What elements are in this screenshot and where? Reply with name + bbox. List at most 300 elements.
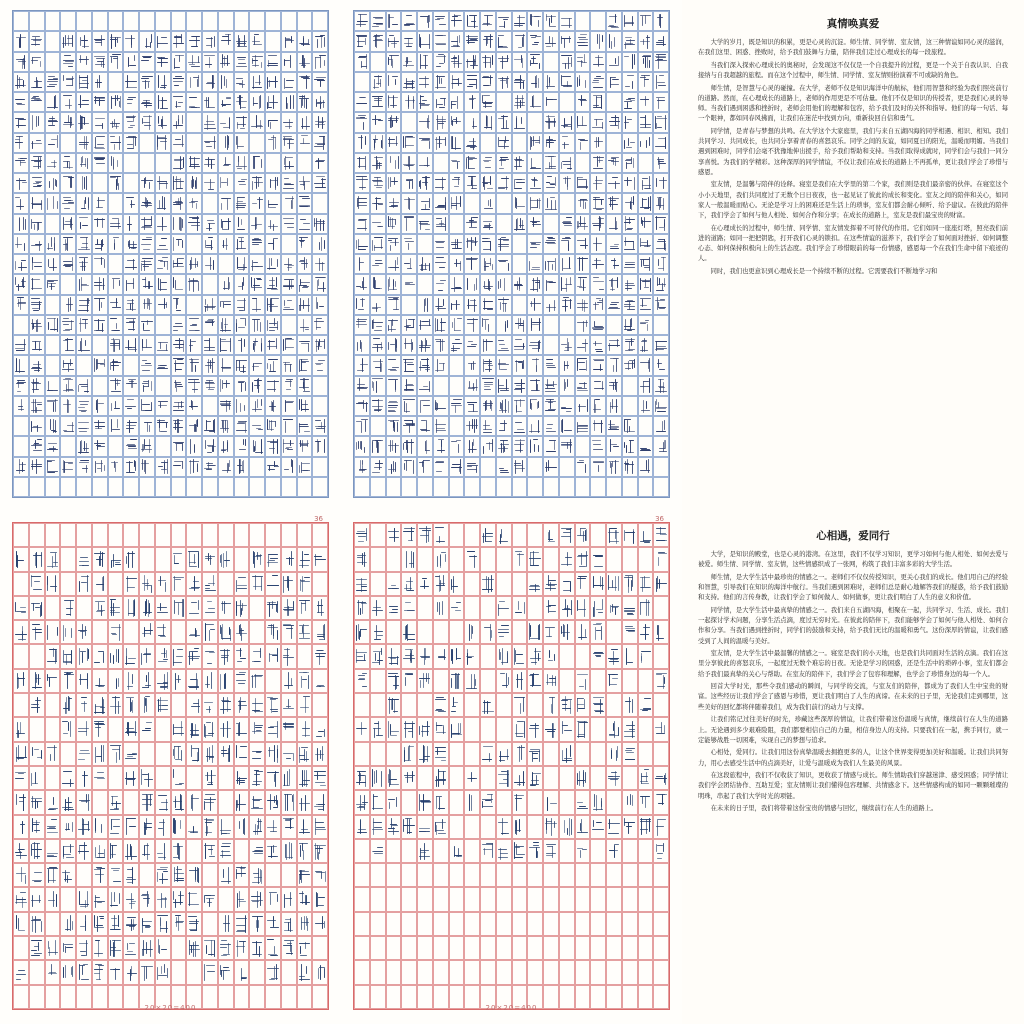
- handwritten-character: [204, 75, 216, 90]
- grid-cell: [354, 254, 370, 274]
- grid-cell: [76, 92, 92, 112]
- grid-cell: [417, 477, 433, 497]
- grid-cell: [92, 11, 108, 31]
- grid-cell: [543, 693, 559, 717]
- grid-cell: [249, 92, 265, 112]
- handwritten-character: [141, 378, 153, 393]
- handwritten-character: [47, 95, 59, 110]
- grid-cell: [496, 620, 512, 644]
- grid-cell: [401, 31, 417, 51]
- handwritten-character: [529, 318, 541, 333]
- grid-cell: [575, 766, 591, 790]
- handwritten-character: [299, 75, 311, 90]
- handwritten-character: [110, 135, 122, 150]
- handwritten-character: [125, 277, 137, 292]
- handwritten-character: [640, 54, 652, 69]
- grid-cell: [202, 72, 218, 92]
- handwritten-character: [267, 696, 279, 714]
- grid-cell: [386, 693, 402, 717]
- grid-cell: [265, 766, 281, 790]
- grid-cell: [449, 693, 465, 717]
- handwritten-character: [592, 176, 604, 191]
- handwritten-character: [94, 34, 106, 49]
- grid-cell: [76, 742, 92, 766]
- grid-cell: [76, 355, 92, 375]
- handwritten-character: [592, 297, 604, 312]
- grid-cell: [76, 912, 92, 936]
- grid-cell: [370, 376, 386, 396]
- grid-cell: [92, 254, 108, 274]
- grid-cell: [45, 335, 61, 355]
- grid-cell: [354, 416, 370, 436]
- grid-cell: [527, 790, 543, 814]
- grid-cell: [370, 790, 386, 814]
- handwritten-character: [514, 551, 526, 569]
- grid-cell: [297, 214, 313, 234]
- grid-cell: [638, 936, 654, 960]
- grid-cell: [123, 133, 139, 153]
- handwritten-character: [314, 95, 326, 110]
- grid-cell: [449, 112, 465, 132]
- handwritten-character: [141, 672, 153, 690]
- handwritten-character: [188, 277, 200, 292]
- grid-cell: [155, 173, 171, 193]
- article-paragraph: 回首大学时光，那些令我们感动的瞬间，与同学的交流，与室友们的陪伴，都成为了我们人生中宝贵的财富。这些经历让我们学会了感恩与珍惜，更让我们明白了人生的真谛。在未来的日子里，无论我们走到哪里，这些美好的回忆都将伴随着我们，成为我们前行的动力与支撑。: [698, 683, 1008, 711]
- handwritten-character: [220, 439, 232, 454]
- handwritten-character: [514, 769, 526, 787]
- grid-cell: [139, 457, 155, 477]
- grid-cell: [312, 396, 328, 416]
- handwritten-character: [299, 257, 311, 272]
- handwritten-character: [498, 135, 510, 150]
- grid-cell: [202, 254, 218, 274]
- handwritten-character: [466, 623, 478, 641]
- grid-cell: [108, 153, 124, 173]
- grid-cell: [417, 295, 433, 315]
- grid-cell: [433, 693, 449, 717]
- grid-cell: [45, 214, 61, 234]
- grid-cell: [559, 815, 575, 839]
- grid-wrapper-4: [353, 515, 670, 1012]
- handwritten-character: [419, 526, 431, 544]
- grid-cell: [496, 815, 512, 839]
- grid-cell: [575, 912, 591, 936]
- handwritten-character: [157, 34, 169, 49]
- grid-cell: [543, 596, 559, 620]
- grid-cell: [622, 936, 638, 960]
- handwritten-character: [529, 439, 541, 454]
- handwritten-character: [251, 216, 263, 231]
- handwritten-character: [403, 176, 415, 191]
- grid-cell: [297, 436, 313, 456]
- grid-cell: [202, 766, 218, 790]
- grid-cell: [527, 92, 543, 112]
- grid-cell: [638, 396, 654, 416]
- handwritten-character: [314, 297, 326, 312]
- grid-cell: [512, 254, 528, 274]
- handwritten-character: [435, 419, 447, 434]
- grid-cell: [401, 214, 417, 234]
- handwritten-character: [78, 176, 90, 191]
- handwritten-character: [482, 399, 494, 414]
- handwritten-character: [640, 95, 652, 110]
- handwritten-character: [15, 378, 27, 393]
- handwritten-character: [372, 399, 384, 414]
- handwritten-character: [608, 75, 620, 90]
- handwritten-character: [110, 599, 122, 617]
- handwritten-character: [529, 156, 541, 171]
- grid-cell: [76, 717, 92, 741]
- grid-cell: [29, 274, 45, 294]
- handwritten-character: [78, 135, 90, 150]
- handwritten-character: [125, 891, 137, 909]
- grid-cell: [139, 887, 155, 911]
- handwritten-character: [31, 156, 43, 171]
- handwritten-character: [173, 54, 185, 69]
- handwritten-character: [624, 115, 636, 130]
- handwritten-character: [561, 696, 573, 714]
- handwritten-character: [94, 75, 106, 90]
- handwritten-character: [125, 115, 137, 130]
- grid-cell: [265, 887, 281, 911]
- handwritten-character: [236, 891, 248, 909]
- handwritten-character: [173, 257, 185, 272]
- grid-cell: [480, 457, 496, 477]
- handwritten-character: [388, 338, 400, 353]
- grid-cell: [249, 547, 265, 571]
- handwritten-character: [314, 318, 326, 333]
- grid-cell: [559, 693, 575, 717]
- handwritten-character: [608, 419, 620, 434]
- grid-cell: [590, 717, 606, 741]
- handwritten-character: [529, 769, 541, 787]
- handwritten-character: [372, 459, 384, 474]
- grid-cell: [386, 295, 402, 315]
- handwritten-character: [94, 769, 106, 787]
- grid-cell: [281, 133, 297, 153]
- grid-cell: [171, 335, 187, 355]
- grid-cell: [496, 669, 512, 693]
- grid-cell: [575, 477, 591, 497]
- grid-cell: [186, 620, 202, 644]
- handwritten-character: [110, 745, 122, 763]
- grid-cell: [417, 960, 433, 984]
- grid-cell: [312, 254, 328, 274]
- handwritten-character: [466, 419, 478, 434]
- handwritten-character: [372, 216, 384, 231]
- grid-cell: [512, 669, 528, 693]
- grid-cell: [464, 112, 480, 132]
- grid-cell: [13, 457, 29, 477]
- handwritten-character: [529, 419, 541, 434]
- grid-cell: [606, 912, 622, 936]
- grid-cell: [480, 355, 496, 375]
- handwritten-character: [466, 378, 478, 393]
- handwritten-character: [15, 115, 27, 130]
- grid-cell: [527, 815, 543, 839]
- grid-cell: [92, 742, 108, 766]
- grid-cell: [590, 52, 606, 72]
- handwritten-character: [31, 866, 43, 884]
- grid-cell: [29, 742, 45, 766]
- handwritten-character: [514, 818, 526, 836]
- grid-cell: [512, 335, 528, 355]
- handwritten-character: [356, 318, 368, 333]
- grid-cell: [171, 416, 187, 436]
- handwritten-character: [577, 358, 589, 373]
- handwritten-character: [62, 338, 74, 353]
- article-paragraph: 心相处，爱同行。让我们用这份真挚温暖去拥抱更多的人，让这个世界变得更加美好和温暖。让我们共同努力，用心去感受生活中的点滴美好，让爱与温暖成为我们人生最美的风景。: [698, 749, 1008, 767]
- grid-cell: [575, 112, 591, 132]
- grid-cell: [559, 254, 575, 274]
- handwritten-character: [435, 721, 447, 739]
- handwritten-character: [403, 526, 415, 544]
- grid-cell: [638, 72, 654, 92]
- grid-cell: [281, 644, 297, 668]
- grid-cell: [386, 572, 402, 596]
- grid-cell: [60, 274, 76, 294]
- handwritten-character: [15, 257, 27, 272]
- grid-cell: [60, 254, 76, 274]
- grid-cell: [29, 92, 45, 112]
- grid-cell: [171, 669, 187, 693]
- handwritten-character: [220, 338, 232, 353]
- grid-cell: [108, 815, 124, 839]
- handwritten-character: [388, 115, 400, 130]
- handwritten-character: [141, 257, 153, 272]
- grid-cell: [417, 620, 433, 644]
- handwritten-character: [94, 237, 106, 252]
- grid-cell: [370, 72, 386, 92]
- grid-cell: [401, 315, 417, 335]
- handwritten-character: [514, 196, 526, 211]
- handwritten-character: [624, 358, 636, 373]
- handwritten-character: [514, 842, 526, 860]
- grid-cell: [249, 416, 265, 436]
- grid-cell: [249, 11, 265, 31]
- grid-cell: [249, 839, 265, 863]
- grid-cell: [496, 766, 512, 790]
- grid-cell: [386, 315, 402, 335]
- grid-cell: [433, 742, 449, 766]
- handwritten-character: [31, 672, 43, 690]
- grid-cell: [297, 620, 313, 644]
- grid-cell: [13, 193, 29, 213]
- grid-cell: [638, 153, 654, 173]
- handwritten-character: [403, 14, 415, 29]
- handwritten-character: [482, 338, 494, 353]
- grid-cell: [312, 295, 328, 315]
- handwritten-character: [141, 297, 153, 312]
- handwritten-character: [125, 237, 137, 252]
- handwritten-character: [31, 439, 43, 454]
- handwritten-character: [157, 623, 169, 641]
- handwritten-character: [251, 891, 263, 909]
- grid-cell: [13, 863, 29, 887]
- grid-cell: [370, 717, 386, 741]
- handwritten-character: [78, 115, 90, 130]
- grid-cell: [543, 274, 559, 294]
- grid-cell: [512, 960, 528, 984]
- grid-cell: [653, 936, 669, 960]
- grid-cell: [559, 416, 575, 436]
- handwritten-character: [188, 378, 200, 393]
- grid-cell: [417, 92, 433, 112]
- grid-cell: [512, 193, 528, 213]
- grid-cell: [60, 839, 76, 863]
- grid-cell: [13, 214, 29, 234]
- handwritten-character: [655, 297, 667, 312]
- grid-cell: [76, 839, 92, 863]
- grid-cell: [653, 790, 669, 814]
- handwritten-character: [299, 672, 311, 690]
- grid-cell: [281, 887, 297, 911]
- handwritten-character: [188, 794, 200, 812]
- handwritten-character: [388, 696, 400, 714]
- grid-cell: [249, 355, 265, 375]
- grid-cell: [622, 742, 638, 766]
- handwritten-character: [592, 257, 604, 272]
- handwritten-character: [545, 794, 557, 812]
- handwritten-character: [372, 439, 384, 454]
- grid-cell: [480, 936, 496, 960]
- grid-cell: [464, 436, 480, 456]
- grid-cell: [653, 644, 669, 668]
- grid-cell: [281, 572, 297, 596]
- grid-cell: [171, 596, 187, 620]
- handwritten-character: [498, 14, 510, 29]
- handwritten-character: [356, 818, 368, 836]
- grid-cell: [543, 669, 559, 693]
- handwritten-character: [78, 237, 90, 252]
- grid-cell: [449, 790, 465, 814]
- handwritten-character: [78, 257, 90, 272]
- handwritten-character: [545, 526, 557, 544]
- grid-cell: [590, 644, 606, 668]
- grid-cell: [464, 295, 480, 315]
- grid-cell: [171, 214, 187, 234]
- handwritten-character: [314, 964, 326, 982]
- grid-cell: [92, 396, 108, 416]
- grid-cell: [281, 254, 297, 274]
- handwritten-character: [78, 459, 90, 474]
- handwritten-character: [173, 115, 185, 130]
- grid-cell: [123, 717, 139, 741]
- handwritten-character: [283, 378, 295, 393]
- handwritten-character: [31, 551, 43, 569]
- handwritten-character: [466, 338, 478, 353]
- grid-cell: [92, 644, 108, 668]
- grid-cell: [653, 523, 669, 547]
- handwritten-character: [283, 818, 295, 836]
- handwritten-character: [529, 95, 541, 110]
- handwritten-character: [466, 358, 478, 373]
- handwritten-character: [498, 237, 510, 252]
- grid-cell: [13, 742, 29, 766]
- grid-cell: [297, 669, 313, 693]
- handwritten-character: [419, 75, 431, 90]
- grid-cell: [622, 693, 638, 717]
- grid-cell: [433, 717, 449, 741]
- grid-cell: [575, 193, 591, 213]
- grid-cell: [433, 193, 449, 213]
- handwritten-character: [283, 115, 295, 130]
- grid-cell: [312, 92, 328, 112]
- grid-cell: [449, 72, 465, 92]
- grid-cell: [155, 335, 171, 355]
- handwritten-character: [592, 575, 604, 593]
- handwritten-character: [47, 439, 59, 454]
- grid-cell: [60, 887, 76, 911]
- grid-cell: [60, 31, 76, 51]
- grid-cell: [249, 887, 265, 911]
- grid-cell: [575, 863, 591, 887]
- handwritten-character: [419, 338, 431, 353]
- handwritten-character: [62, 75, 74, 90]
- grid-cell: [543, 315, 559, 335]
- handwritten-character: [236, 439, 248, 454]
- grid-cell: [590, 620, 606, 644]
- grid-cell: [370, 193, 386, 213]
- grid-cell: [575, 254, 591, 274]
- grid-cell: [401, 790, 417, 814]
- handwritten-character: [47, 176, 59, 191]
- grid-cell: [480, 416, 496, 436]
- grid-cell: [13, 274, 29, 294]
- handwritten-character: [466, 95, 478, 110]
- grid-cell: [60, 153, 76, 173]
- handwritten-character: [545, 176, 557, 191]
- grid-cell: [297, 193, 313, 213]
- handwritten-character: [372, 115, 384, 130]
- grid-cell: [559, 112, 575, 132]
- handwritten-character: [236, 866, 248, 884]
- grid-cell: [559, 644, 575, 668]
- grid-cell: [312, 355, 328, 375]
- handwritten-character: [141, 34, 153, 49]
- grid-cell: [370, 315, 386, 335]
- handwritten-character: [157, 75, 169, 90]
- handwritten-character: [110, 34, 122, 49]
- grid-cell: [606, 52, 622, 72]
- handwritten-character: [314, 672, 326, 690]
- handwritten-character: [529, 338, 541, 353]
- grid-cell: [45, 596, 61, 620]
- handwritten-character: [561, 378, 573, 393]
- grid-cell: [29, 315, 45, 335]
- grid-cell: [575, 416, 591, 436]
- handwritten-character: [403, 599, 415, 617]
- grid-cell: [218, 644, 234, 668]
- grid-cell: [496, 887, 512, 911]
- grid-cell: [186, 669, 202, 693]
- grid-cell: [186, 742, 202, 766]
- handwritten-character: [577, 216, 589, 231]
- grid-cell: [123, 355, 139, 375]
- handwritten-character: [451, 459, 463, 474]
- grid-cell: [281, 790, 297, 814]
- handwritten-character: [388, 526, 400, 544]
- handwritten-character: [125, 599, 137, 617]
- grid-cell: [653, 11, 669, 31]
- grid-cell: [512, 936, 528, 960]
- grid-cell: [354, 234, 370, 254]
- grid-cell: [559, 572, 575, 596]
- grid-cell: [575, 214, 591, 234]
- grid-cell: [281, 335, 297, 355]
- grid-cell: [480, 669, 496, 693]
- grid-cell: [638, 790, 654, 814]
